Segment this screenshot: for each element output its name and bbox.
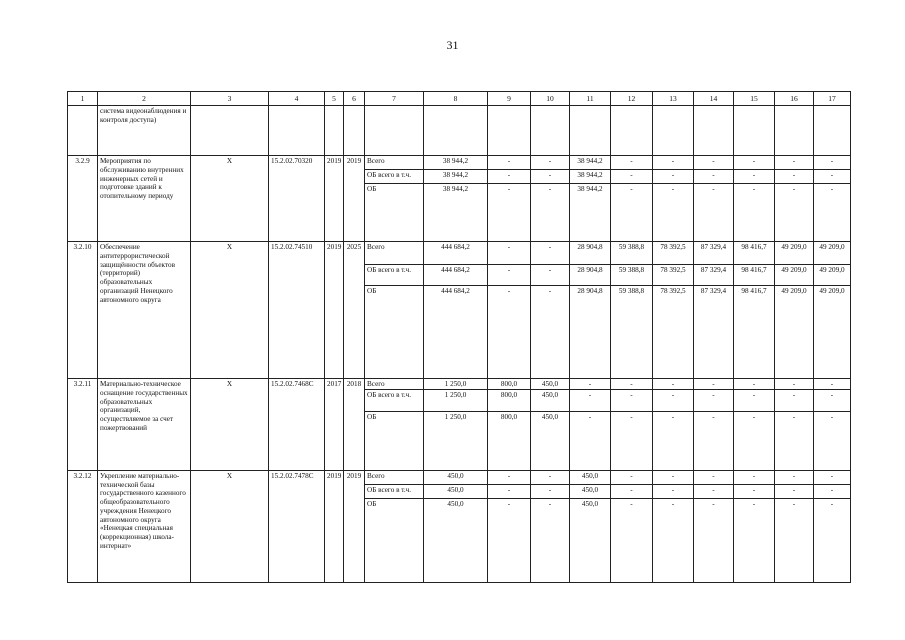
- amount-cell: -: [611, 184, 653, 242]
- budget-table: [67, 91, 851, 583]
- amount-cell: 87 329,4: [694, 242, 734, 265]
- funding-source-label: ОБ всего в т.ч.: [365, 484, 424, 498]
- amount-cell: -: [488, 170, 531, 184]
- amount-cell: 98 416,7: [734, 242, 775, 265]
- amount-cell: 800,0: [488, 411, 531, 470]
- item-col3: Х: [191, 242, 269, 379]
- amount-cell: 59 388,8: [611, 242, 653, 265]
- funding-source-label: Всего: [365, 379, 424, 390]
- item-start-year: 2019: [325, 470, 344, 582]
- amount-cell: -: [694, 379, 734, 390]
- amount-cell: -: [531, 286, 570, 379]
- amount-cell: 450,0: [570, 498, 611, 582]
- item-end-year: 2019: [344, 470, 365, 582]
- amount-cell: -: [531, 170, 570, 184]
- item-code: 15.2.02.7468С: [269, 379, 325, 471]
- table-row: [68, 156, 851, 170]
- amount-cell: -: [694, 170, 734, 184]
- amount-cell: 78 392,5: [653, 265, 694, 286]
- table-row: [68, 242, 851, 265]
- amount-cell: 98 416,7: [734, 265, 775, 286]
- item-col3: Х: [191, 379, 269, 471]
- amount-cell: -: [488, 184, 531, 242]
- amount-cell: 38 944,2: [424, 156, 488, 170]
- amount-cell: -: [653, 170, 694, 184]
- amount-cell: -: [531, 242, 570, 265]
- amount-cell: 38 944,2: [570, 170, 611, 184]
- amount-cell: 49 209,0: [775, 242, 814, 265]
- amount-cell: -: [531, 184, 570, 242]
- amount-cell: -: [775, 498, 814, 582]
- amount-cell: -: [734, 411, 775, 470]
- item-name: Обеспечение антитеррористической защищённости объектов (территорий) образовательных организаций Ненецкого автономного округа: [98, 242, 191, 379]
- amount-cell: -: [814, 470, 851, 484]
- amount-cell: 49 209,0: [775, 265, 814, 286]
- amount-cell: -: [531, 484, 570, 498]
- amount-cell: 49 209,0: [814, 242, 851, 265]
- funding-source-label: Всего: [365, 156, 424, 170]
- amount-cell: 49 209,0: [775, 286, 814, 379]
- amount-cell: -: [653, 470, 694, 484]
- amount-cell: 450,0: [570, 484, 611, 498]
- item-start-year: 2019: [325, 242, 344, 379]
- table-row: [68, 379, 851, 390]
- amount-cell: -: [814, 170, 851, 184]
- amount-cell: -: [814, 184, 851, 242]
- amount-cell: -: [814, 156, 851, 170]
- amount-cell: -: [694, 498, 734, 582]
- item-name: Материально-техническое оснащение государственных образовательных организаций, осуществляемое за счет пожертвований: [98, 379, 191, 471]
- amount-cell: 49 209,0: [814, 286, 851, 379]
- amount-cell: 450,0: [531, 411, 570, 470]
- amount-cell: -: [531, 470, 570, 484]
- funding-source-label: ОБ всего в т.ч.: [365, 265, 424, 286]
- amount-cell: 59 388,8: [611, 265, 653, 286]
- amount-cell: -: [814, 389, 851, 411]
- funding-source-label: Всего: [365, 242, 424, 265]
- amount-cell: 38 944,2: [570, 156, 611, 170]
- column-header: 1: [68, 92, 98, 106]
- continuation-name: система видеонаблюдения и контроля доступа): [98, 106, 191, 156]
- amount-cell: 28 904,8: [570, 286, 611, 379]
- amount-cell: -: [694, 156, 734, 170]
- amount-cell: -: [814, 411, 851, 470]
- amount-cell: 28 904,8: [570, 242, 611, 265]
- column-header: 17: [814, 92, 851, 106]
- amount-cell: 28 904,8: [570, 265, 611, 286]
- amount-cell: -: [611, 498, 653, 582]
- amount-cell: -: [775, 411, 814, 470]
- column-header: 4: [269, 92, 325, 106]
- amount-cell: -: [531, 498, 570, 582]
- column-header: 16: [775, 92, 814, 106]
- amount-cell: -: [611, 411, 653, 470]
- amount-cell: -: [734, 170, 775, 184]
- amount-cell: -: [611, 156, 653, 170]
- amount-cell: -: [488, 286, 531, 379]
- amount-cell: -: [611, 379, 653, 390]
- amount-cell: 87 329,4: [694, 286, 734, 379]
- amount-cell: 98 416,7: [734, 286, 775, 379]
- item-end-year: 2025: [344, 242, 365, 379]
- amount-cell: 444 684,2: [424, 242, 488, 265]
- amount-cell: -: [734, 484, 775, 498]
- amount-cell: -: [611, 170, 653, 184]
- amount-cell: -: [570, 389, 611, 411]
- column-header: 3: [191, 92, 269, 106]
- amount-cell: -: [775, 156, 814, 170]
- amount-cell: 450,0: [531, 389, 570, 411]
- column-header: 9: [488, 92, 531, 106]
- amount-cell: -: [488, 156, 531, 170]
- item-code: 15.2.02.7478С: [269, 470, 325, 582]
- amount-cell: 800,0: [488, 389, 531, 411]
- amount-cell: -: [775, 184, 814, 242]
- amount-cell: -: [653, 498, 694, 582]
- amount-cell: 49 209,0: [814, 265, 851, 286]
- amount-cell: -: [488, 484, 531, 498]
- column-header: 10: [531, 92, 570, 106]
- amount-cell: -: [570, 379, 611, 390]
- amount-cell: -: [653, 484, 694, 498]
- amount-cell: 444 684,2: [424, 265, 488, 286]
- amount-cell: -: [775, 170, 814, 184]
- amount-cell: -: [694, 411, 734, 470]
- amount-cell: 1 250,0: [424, 411, 488, 470]
- amount-cell: 450,0: [424, 484, 488, 498]
- item-start-year: 2017: [325, 379, 344, 471]
- amount-cell: -: [653, 379, 694, 390]
- funding-source-label: ОБ: [365, 411, 424, 470]
- amount-cell: -: [694, 389, 734, 411]
- amount-cell: -: [775, 389, 814, 411]
- amount-cell: -: [694, 184, 734, 242]
- column-header: 7: [365, 92, 424, 106]
- funding-source-label: ОБ: [365, 286, 424, 379]
- amount-cell: -: [694, 470, 734, 484]
- item-name: Укрепление материально-технической базы государственного казенного общеобразовательного учреждения Ненецкого автономного округа «Ненецкая специальная (коррекционная) школа-интернат»: [98, 470, 191, 582]
- amount-cell: -: [734, 184, 775, 242]
- amount-cell: 78 392,5: [653, 286, 694, 379]
- column-header: 15: [734, 92, 775, 106]
- amount-cell: -: [734, 470, 775, 484]
- amount-cell: 450,0: [531, 379, 570, 390]
- amount-cell: -: [570, 411, 611, 470]
- item-number: 3.2.9: [68, 156, 98, 242]
- amount-cell: -: [814, 484, 851, 498]
- column-header: 6: [344, 92, 365, 106]
- amount-cell: 38 944,2: [570, 184, 611, 242]
- item-code: 15.2.02.74510: [269, 242, 325, 379]
- amount-cell: -: [814, 498, 851, 582]
- funding-source-label: ОБ: [365, 498, 424, 582]
- continuation-row: [68, 106, 851, 156]
- funding-source-label: ОБ всего в т.ч.: [365, 389, 424, 411]
- amount-cell: 450,0: [424, 470, 488, 484]
- amount-cell: -: [734, 389, 775, 411]
- funding-source-label: Всего: [365, 470, 424, 484]
- amount-cell: -: [653, 389, 694, 411]
- amount-cell: -: [488, 470, 531, 484]
- amount-cell: -: [531, 265, 570, 286]
- amount-cell: -: [488, 242, 531, 265]
- amount-cell: 59 388,8: [611, 286, 653, 379]
- table-row: [68, 470, 851, 484]
- amount-cell: 87 329,4: [694, 265, 734, 286]
- amount-cell: -: [488, 265, 531, 286]
- amount-cell: -: [488, 498, 531, 582]
- item-col3: Х: [191, 470, 269, 582]
- amount-cell: -: [611, 389, 653, 411]
- page-number: 31: [446, 38, 459, 52]
- funding-source-label: ОБ: [365, 184, 424, 242]
- amount-cell: -: [694, 484, 734, 498]
- amount-cell: -: [611, 484, 653, 498]
- item-end-year: 2019: [344, 156, 365, 242]
- amount-cell: -: [775, 379, 814, 390]
- item-end-year: 2018: [344, 379, 365, 471]
- item-col3: Х: [191, 156, 269, 242]
- amount-cell: -: [734, 379, 775, 390]
- amount-cell: 450,0: [424, 498, 488, 582]
- amount-cell: -: [653, 411, 694, 470]
- column-header: 2: [98, 92, 191, 106]
- header-row: [68, 92, 851, 106]
- amount-cell: 1 250,0: [424, 389, 488, 411]
- item-number: 3.2.10: [68, 242, 98, 379]
- amount-cell: -: [653, 156, 694, 170]
- item-start-year: 2019: [325, 156, 344, 242]
- item-name: Мероприятия по обслуживанию внутренних инженерных сетей и подготовке зданий к отопительному периоду: [98, 156, 191, 242]
- amount-cell: 38 944,2: [424, 170, 488, 184]
- amount-cell: -: [734, 156, 775, 170]
- amount-cell: 78 392,5: [653, 242, 694, 265]
- funding-source-label: ОБ всего в т.ч.: [365, 170, 424, 184]
- amount-cell: -: [611, 470, 653, 484]
- column-header: 12: [611, 92, 653, 106]
- amount-cell: -: [775, 470, 814, 484]
- amount-cell: 1 250,0: [424, 379, 488, 390]
- column-header: 13: [653, 92, 694, 106]
- amount-cell: -: [653, 184, 694, 242]
- amount-cell: -: [775, 484, 814, 498]
- amount-cell: -: [734, 498, 775, 582]
- item-number: 3.2.12: [68, 470, 98, 582]
- item-number: 3.2.11: [68, 379, 98, 471]
- amount-cell: -: [531, 156, 570, 170]
- amount-cell: 800,0: [488, 379, 531, 390]
- amount-cell: 450,0: [570, 470, 611, 484]
- column-header: 11: [570, 92, 611, 106]
- amount-cell: 444 684,2: [424, 286, 488, 379]
- column-header: 14: [694, 92, 734, 106]
- amount-cell: -: [814, 379, 851, 390]
- column-header: 5: [325, 92, 344, 106]
- item-code: 15.2.02.70320: [269, 156, 325, 242]
- column-header: 8: [424, 92, 488, 106]
- amount-cell: 38 944,2: [424, 184, 488, 242]
